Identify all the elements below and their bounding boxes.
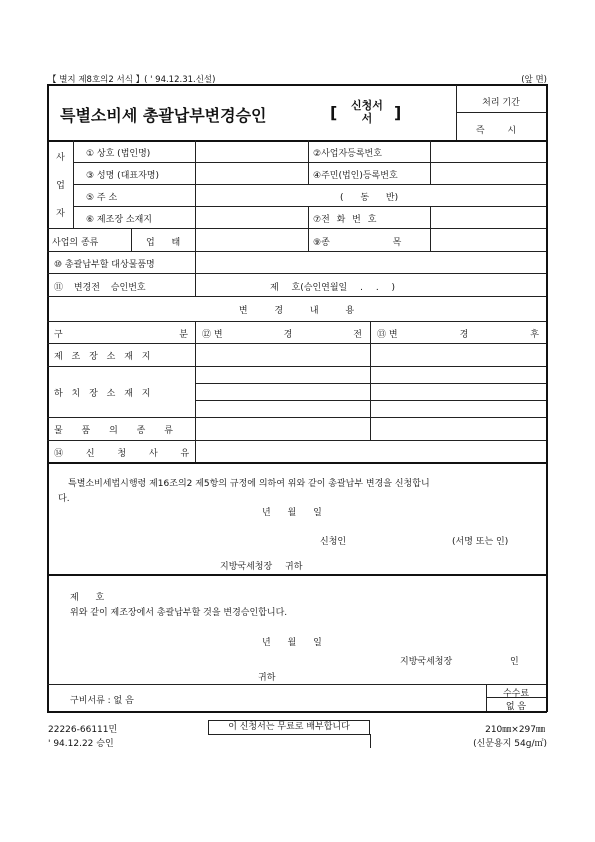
declaration-addressee: 지방국세청장 귀하 (220, 562, 303, 572)
fee-value: 없 음 (505, 702, 527, 712)
row-line (47, 228, 546, 229)
business-category-label: 업 태 (146, 238, 181, 248)
processing-label: 처리 기간 (482, 98, 520, 108)
side-label-divider (73, 140, 74, 228)
processing-mid-line (456, 112, 546, 113)
declaration-signature: (서명 또는 인) (452, 537, 509, 547)
phone-label: ⑦전 화 번 호 (313, 215, 377, 225)
page-side: (앞 면) (521, 75, 547, 85)
row-line (73, 184, 546, 185)
label-value-divider (195, 140, 196, 296)
right-label-divider (430, 140, 431, 184)
form-code: 22226-66111민 (48, 725, 118, 735)
goods-field[interactable] (197, 253, 544, 272)
address-label (86, 190, 186, 203)
applicant-side-label (48, 150, 73, 234)
mid-divider (308, 140, 309, 184)
row-line (73, 206, 546, 207)
processing-value: 즉 시 (475, 126, 527, 136)
declaration-applicant: 신청인 (320, 537, 347, 547)
declaration-line1: 특별소비세법시행령 제16조의2 제5항의 규정에 의하여 위와 같이 총괄납부 변경을 신청합니 (68, 479, 430, 489)
side-char: 업 (56, 181, 65, 191)
reason-field[interactable] (197, 442, 544, 461)
approval-date: 년 월 일 (262, 638, 322, 648)
declaration-date: 년 월 일 (262, 508, 322, 518)
storage-location-row: 하 치 장 소 재 지 (54, 389, 153, 399)
approval-number: 제 호 (70, 593, 105, 603)
approval-seal: 인 (510, 657, 519, 667)
prev-approval-value: 제 호(승인연월일 . . ) (270, 283, 396, 293)
biz-number-label: ②사업자등록번호 (313, 149, 382, 159)
approval-authority: 지방국세청장 (400, 657, 453, 667)
row-line (47, 366, 546, 367)
reg-number-label: ④주민(법인)등록번호 (313, 171, 398, 181)
factory-field[interactable] (197, 208, 307, 227)
form-type-bottom: 서 (361, 112, 373, 125)
attachments-top-line (47, 684, 546, 685)
goods-label: ⑩ 총괄납부할 대상물품명 (54, 260, 155, 270)
approval-info: ' 94.12.22 승인 (48, 739, 114, 749)
row-line (73, 162, 546, 163)
trade-name-label: ① 상호 (법인명) (86, 149, 151, 159)
side-char: 사 (56, 153, 65, 163)
representative-field[interactable] (197, 164, 307, 183)
prev-approval-label: ⑪ 변경전 승인번호 (54, 283, 146, 293)
row-line (47, 440, 546, 441)
change-section-title: 변 경 내 용 (238, 306, 355, 316)
phone-field[interactable] (432, 208, 544, 227)
free-notice-box: 이 신청서는 무료로 배부합니다 (208, 720, 370, 735)
outer-right-border (546, 84, 548, 712)
factory-location-row: 제 조 장 소 재 지 (54, 352, 153, 362)
goods-type-row: 물 품 의 종 류 (54, 426, 173, 436)
row-line (47, 273, 546, 274)
paper-size: 210㎜×297㎜ (485, 725, 545, 735)
paper-type: (신문용지 54g/㎡) (473, 739, 547, 749)
col-before-header: ⑫ 변 경 전 (202, 330, 362, 340)
factory-label: ⑥ 제조장 소재지 (86, 215, 152, 225)
biz-number-field[interactable] (432, 142, 544, 161)
address-note: ( 동 반) (340, 193, 399, 203)
outer-bottom-border (47, 711, 547, 713)
outer-top-border (47, 84, 547, 86)
declaration-bottom-line (47, 574, 547, 576)
change-col-divider-2 (370, 321, 371, 440)
business-category-field[interactable] (197, 230, 307, 250)
form-type-top: 신청서 (351, 99, 383, 112)
bracket-open: [ (330, 103, 338, 122)
reg-number-field[interactable] (432, 164, 544, 183)
row-line (47, 321, 546, 322)
col-category-header: 구 분 (54, 330, 188, 340)
approval-addressee: 귀하 (258, 673, 276, 683)
form-type (343, 99, 391, 125)
change-col-divider (195, 321, 196, 462)
row-line (47, 296, 546, 297)
form-title: 특별소비세 총괄납부변경승인 (60, 106, 267, 125)
factory-before-field[interactable] (197, 345, 369, 365)
row-line (47, 251, 546, 252)
fee-label: 수수료 (502, 689, 530, 699)
business-item-field[interactable] (432, 230, 544, 250)
side-char: 자 (56, 209, 65, 219)
business-type-label: 사업의 종류 (52, 238, 99, 248)
row-line (47, 417, 546, 418)
reason-row: ⑭ 신 청 사 유 (54, 449, 190, 459)
free-notice-tail (370, 734, 371, 748)
trade-name-field[interactable] (197, 142, 307, 161)
bracket-close: ] (394, 103, 402, 122)
col-after-header: ⑬ 변 경 후 (377, 330, 539, 340)
change-bottom-line (47, 462, 547, 464)
row-line (47, 343, 546, 344)
right-label-divider-2 (430, 206, 431, 251)
attachments-label: 구비서류 : 없 음 (70, 696, 134, 706)
declaration-line2: 다. (58, 494, 70, 504)
factory-after-field[interactable] (372, 345, 544, 365)
business-type-divider (131, 228, 132, 251)
business-item-label: ⑨종 목 (313, 238, 402, 248)
approval-text: 위와 같이 제조장에서 총괄납부할 것을 변경승인합니다. (70, 608, 288, 618)
representative-label: ③ 성명 (대표자명) (86, 171, 159, 181)
form-number: 【 별지 제8호의2 서식 】( ' 94.12.31.신설) (48, 75, 216, 85)
address-label-text: ⑤ 주 소 (86, 193, 118, 203)
mid-divider-2 (308, 206, 309, 251)
